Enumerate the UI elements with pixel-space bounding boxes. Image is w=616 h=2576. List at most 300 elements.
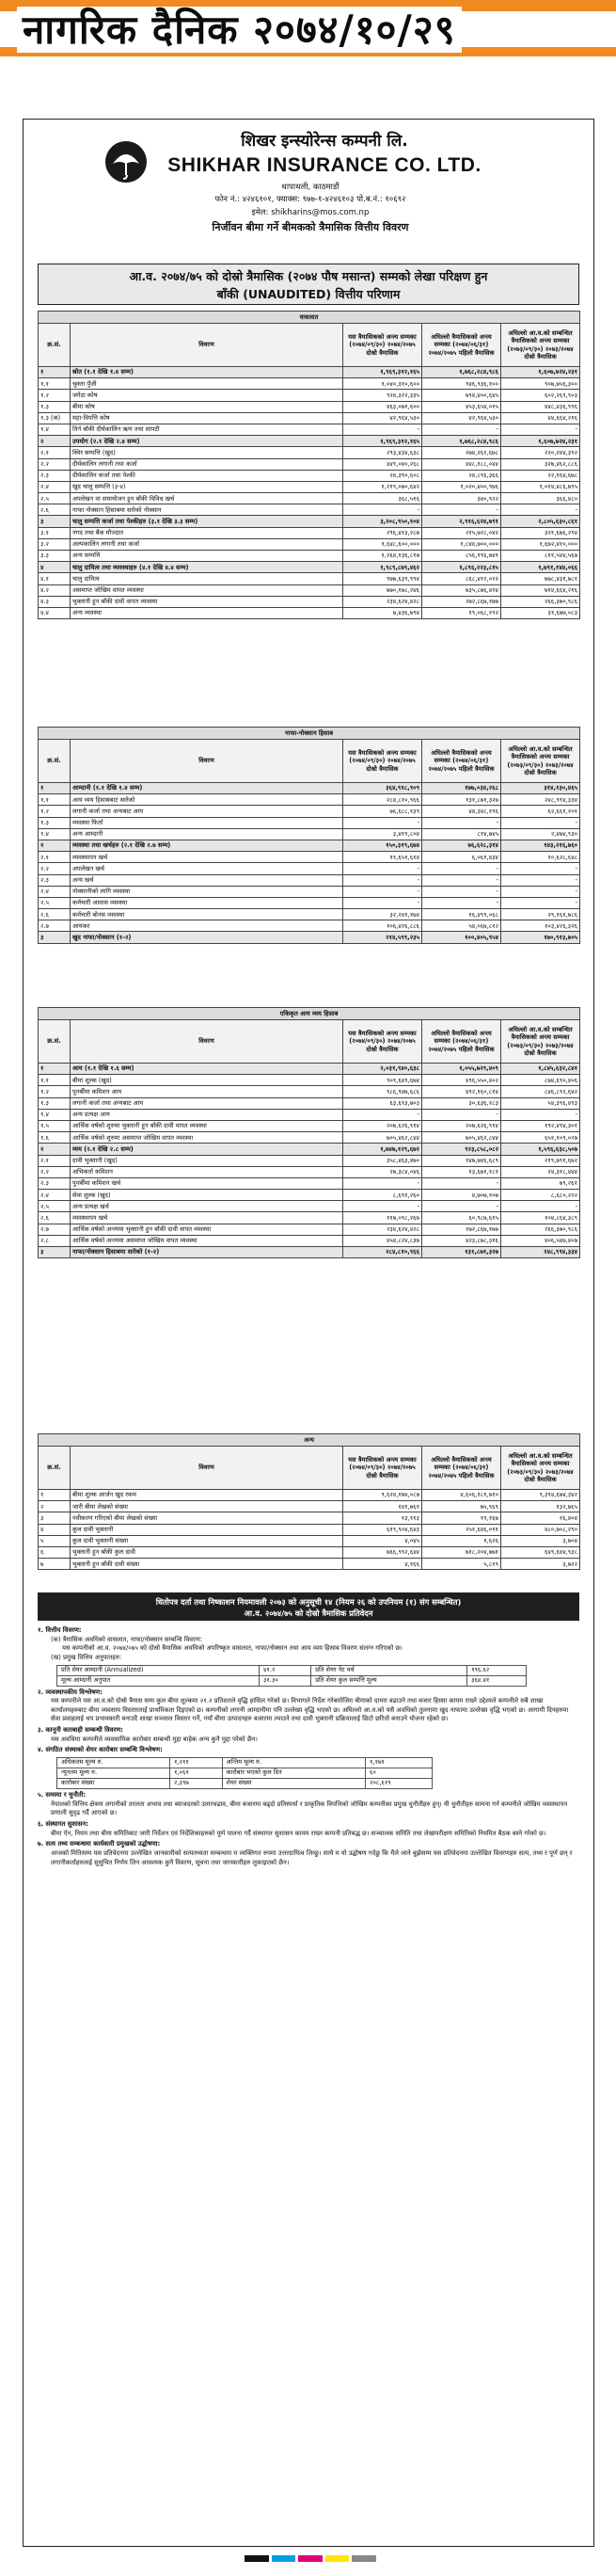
value-last-year: ७१४,६६४,२१६ [501, 584, 580, 596]
value-previous: - [422, 424, 501, 435]
row-description: स्रोत (१.१ देखि १.४ सम्म) [71, 367, 343, 378]
row-description: आर्थिक वर्षको अन्त्यमा भुक्तानी हुन बाँकी दावी वापत व्यवस्था [71, 1224, 343, 1235]
value-previous: २,९१६,६२४,७९१ [422, 516, 501, 527]
reg-mark-magenta [298, 2555, 323, 2562]
value-last-year: ४०६,५४७,४०७ [501, 1235, 580, 1246]
col-header-sn: क्र.सं. [39, 1020, 71, 1064]
print-registration-marks [245, 2555, 376, 2565]
row-number: २.४ [39, 886, 71, 897]
value-last-year: - [501, 886, 580, 897]
table-row [39, 412, 580, 424]
row-description: जगेडा कोष [71, 390, 343, 401]
value-previous: - [422, 886, 501, 897]
ratio-value: १९६.६२ [467, 1665, 527, 1675]
value-previous: - [422, 1177, 501, 1189]
ratio-label: प्रति शेयर कुल सम्पत्ति मूल्य [311, 1675, 467, 1686]
ratio-value: ४१.२ [259, 1665, 310, 1675]
col-header-current: यस त्रैमासिकको अन्त्य सम्मका (२०७४/०९/३०) २०७४/२०७५ दोस्रो त्रैमासिक [343, 1447, 422, 1490]
value-current: १,२६४,१३६,८१७ [343, 551, 422, 562]
value-previous: - [422, 817, 501, 828]
report-title-line-2: बाँकी (UNAUDITED) वित्तीय परिणाम [216, 286, 401, 301]
value-current: - [343, 424, 422, 435]
row-number: ४.४ [39, 607, 71, 618]
row-description: चालु दायित्व तथा व्यवस्थाहरु (४.१ देखि ४.४ सम्म) [71, 562, 343, 573]
row-number: २.२ [39, 1166, 71, 1177]
value-last-year: १,६०७,७२४,२३१ [501, 436, 580, 447]
table-row [39, 493, 580, 504]
value-current: ७०५,४६२,८४४ [343, 1132, 422, 1144]
value-current: ९८६,९४७,६८६ [343, 1086, 422, 1097]
table-row [39, 932, 580, 943]
note-governance-text: बीमा ऐन, नियम तथा बीमा समितिबाट जारी निर्देशन एवं निर्देशिकाहरुको पूर्ण पालना गर्दै संस्थागत सुशासन कायम राख्न कम्पनी प्रतिबद्ध छ। सञ्चालक समिति तथा लेखापरीक्षण समितिको नियमित बैठक बस्ने गरेको छ। [51, 1829, 546, 1837]
row-number: १.६ [39, 1132, 71, 1144]
value-previous: - [422, 504, 501, 516]
row-number: १ [39, 367, 71, 378]
section-title: एकिकृत आय व्यय हिसाब [39, 1008, 580, 1020]
value-previous: १,०२०,४००,९७६ [422, 481, 501, 492]
row-number: २ [39, 436, 71, 447]
table-row [39, 1086, 580, 1097]
table-row [39, 1535, 580, 1546]
row-description: भुक्तानी हुन बाँकी कुल दावी [71, 1546, 343, 1558]
row-number: ४.३ [39, 596, 71, 607]
value-previous: ४४८,१८८,०४४ [422, 458, 501, 470]
row-number: १.१ [39, 378, 71, 390]
table-row [39, 1097, 580, 1109]
row-number: १.१ [39, 1075, 71, 1086]
col-header-last-year: अघिल्लो आ.व.को सम्बन्धित त्रैमासिकको अन्त्य सम्मका (२०७३/०९/३०) २०७३/२०७४ दोस्रो त्रैमासिक [501, 1020, 580, 1064]
table-row [39, 584, 580, 596]
value-current: १,७४७,१२९,६७२ [343, 1144, 422, 1155]
value-current: १,६४८,६००,००० [343, 538, 422, 550]
col-header-previous: अघिल्लो त्रैमासिकको अन्त्य सम्मका (२०७४/०६/३१) २०७४/२०७५ पहिलो त्रैमासिक [422, 740, 501, 783]
value-last-year: - [501, 1109, 580, 1120]
value-last-year: ८४६,८९२,६४२ [501, 1086, 580, 1097]
value-current: ७,४३६,७९४ [343, 607, 422, 618]
value-last-year: ३२१,६७६,२९४ [501, 527, 580, 538]
value-last-year: ८७४,६९०,४०६ [501, 1075, 580, 1086]
note-legal-text: यस अवधिमा कम्पनीले व्यवसायिक कारोबार सम्बन्धी मुद्दा बाहेक अन्य कुनै मुद्दा परेको छैन। [51, 1735, 258, 1743]
section-title: नाफा-नोक्सान हिसाब [39, 728, 580, 740]
section-title: अन्य [39, 1434, 580, 1447]
row-description: तिर्न बाँकी दीर्घकालिन ऋण तथा सापटी [71, 424, 343, 435]
reg-mark-yellow [325, 2555, 350, 2562]
value-current: - [343, 504, 422, 516]
table-row [39, 1235, 580, 1246]
section-title: वासलात [39, 312, 580, 324]
value-current: - [343, 817, 422, 828]
table-row [39, 1224, 580, 1235]
value-current: ३,२०८,९५०,१०४ [343, 516, 422, 527]
row-number: २.८ [39, 1235, 71, 1246]
value-last-year: २४८,९९४,३३४ [501, 794, 580, 806]
value-previous: १३१,८७१,३२७ [422, 1247, 501, 1258]
value-previous: १००,४०५,९५४ [422, 932, 501, 943]
row-description: आम्दानी (१.१ देखि १.४ सम्म) [71, 783, 343, 794]
value-last-year: २४८,९९४,३३४ [501, 1247, 580, 1258]
value-current: ११७,०९८,२६७ [343, 1212, 422, 1224]
row-number: ४.२ [39, 584, 71, 596]
row-number: १ [39, 1490, 71, 1501]
row-number: २.२ [39, 458, 71, 470]
row-description: व्यवस्था फिर्ता [71, 817, 343, 828]
table-row [39, 840, 580, 851]
value-previous: १,७६८,२८४,९८६ [422, 436, 501, 447]
note-declaration-heading: ७. सत्य तथ्य सम्बन्धमा कार्यकारी प्रमुखको उद्घोषणा: [38, 1840, 161, 1848]
table-row [39, 447, 580, 458]
value-previous: ७९४,४००,६४५ [422, 390, 501, 401]
value-previous: १,८९६,२२३,८१५ [422, 562, 501, 573]
col-header-last-year: अघिल्लो आ.व.को सम्बन्धित त्रैमासिकको अन्त्य सम्मका (२०७३/०९/३०) २०७३/२०७४ दोस्रो त्रैमासिक [501, 1447, 580, 1490]
value-last-year: ७७८,४३१,७८१ [501, 573, 580, 584]
company-name-english: SHIKHAR INSURANCE CO. LTD. [167, 154, 482, 177]
value-last-year: ४८०,७०८,२९० [501, 1524, 580, 1535]
note-declaration-text: आजको मितिसम्म यस प्रतिवेदनमा उल्लेखित जानकारीको सत्यतथ्यता सम्बन्धमा म व्यक्तिगत रुपमा उत्तरदायित्व लिन्छु। साथै म यो उद्घोषण गर्दछु कि मैले जाने बुझेसम्म यस प्रतिवेदनमा उल्लेखित विवरणहरु सत्य, तथ्य र पूर्ण छन् र लगानीकर्ताहरुलाई सुसुचित निर्णय लिन आवश्यक कुनै विवरण, सूचना तथा जानकारीहरु लुकाइएको छैन। [51, 1848, 573, 1866]
value-last-year: ६४९,६४४,९३८ [501, 1546, 580, 1558]
row-description: खुद नाफा/नोक्सान (१-२) [71, 932, 343, 943]
note-legal-heading: ३. कानूनी कारबाही सम्बन्धी विवरण: [38, 1726, 123, 1735]
row-number: १.४ [39, 1109, 71, 1120]
table-row [39, 920, 580, 932]
table-row [39, 897, 580, 908]
report-subtitle: निर्जीवन बीमा गर्ने बीमकको त्रैमासिक वित्तीय विवरण [212, 221, 409, 234]
table-row [39, 783, 580, 794]
value-last-year: १३२,७६५ [501, 1501, 580, 1512]
reg-mark-black [245, 2555, 269, 2562]
balance-sheet-table [38, 311, 580, 619]
row-number: ५ [39, 1535, 71, 1546]
value-previous: ९२३,८५८,०८२ [422, 1144, 501, 1155]
row-description: अन्य खर्च [71, 874, 343, 886]
value-previous: ८५६,१९६,७४९ [422, 551, 501, 562]
value-current: १४१,७६१ [343, 1501, 422, 1512]
value-last-year: - [501, 504, 580, 516]
value-current: - [343, 1177, 422, 1189]
value-previous: ४९२,१६०,८१४ [422, 1086, 501, 1097]
table-row [39, 458, 580, 470]
note-financial-text: यस कम्पनीको आ.व. २०७४/०७५ को दोस्रो त्रैमासिक अवधिको अपरिष्कृत वासलात, नाफा/नोक्सान तथा आय व्यय हिसाब विवरण संलग्न गरिएको छ। [62, 1644, 403, 1653]
table-row [39, 527, 580, 538]
row-number: १.५ [39, 1120, 71, 1131]
note-financial-heading: १. वित्तीय विवरण: [38, 1626, 82, 1634]
table-row [39, 401, 580, 412]
value-current: ३५८,४६३,४७० [343, 1155, 422, 1166]
share-value: १,२११ [169, 1758, 222, 1768]
value-last-year: ३,७२२ [501, 1559, 580, 1570]
table-row [39, 1144, 580, 1155]
value-current: २१४,५९९,२३५ [343, 932, 422, 943]
table-row [39, 1512, 580, 1524]
row-description: कर्मचारी आवास व्यवस्था [71, 897, 343, 908]
col-header-previous: अघिल्लो त्रैमासिकको अन्त्य सम्मका (२०७४/०६/३१) २०७४/२०७५ पहिलो त्रैमासिक [422, 1447, 501, 1490]
value-current: ९७७,६३९,९९४ [343, 573, 422, 584]
row-description: अन्य व्यवस्था [71, 607, 343, 618]
value-previous: ३४०,९२२ [422, 493, 501, 504]
value-previous: ४२,९६४,५३० [422, 412, 501, 424]
row-number: २.७ [39, 1224, 71, 1235]
value-current: २८४,८१०,९६६ [343, 794, 422, 806]
row-description: असमाप्त जोखिम वापत व्यवस्था [71, 584, 343, 596]
row-description: आर्थिक वर्षको अन्त्यमा असमाप्त जोखिम वापत व्यवस्था [71, 1235, 343, 1246]
masthead-title: नागरिक दैनिक २०७४/१०/२९ [17, 6, 462, 56]
table-row [39, 794, 580, 806]
value-last-year: १,८४५,६३२,८४१ [501, 1064, 580, 1075]
value-current: - [343, 1109, 422, 1120]
value-previous: ४४,३४८,१९६ [422, 806, 501, 817]
row-number: ६ [39, 1546, 71, 1558]
value-last-year: १७०,९१३,७०५ [501, 932, 580, 943]
value-current: ७६६,९९२,६४४ [343, 1546, 422, 1558]
row-number: ३ [39, 516, 71, 527]
value-previous: २७४,२६२,६७८ [422, 447, 501, 458]
col-header-previous: अघिल्लो त्रैमासिकको अन्त्य सम्मका (२०७४/०६/३१) २०७४/२०७५ पहिलो त्रैमासिक [422, 324, 501, 367]
row-number: १ [39, 1064, 71, 1075]
row-description: सेवा शुल्क (खुद) [71, 1190, 343, 1201]
value-current: १,९६९,३१२,१६५ [343, 436, 422, 447]
value-previous: ८१४,७४५ [422, 828, 501, 840]
row-description: आर्थिक वर्षको शुरुमा असमाप्त जोखिम वापत व्यवस्था [71, 1132, 343, 1144]
other-details-table [38, 1433, 580, 1570]
value-last-year: - [501, 1201, 580, 1212]
report-title-line-1: आ.व. २०७४/७५ को दोस्रो त्रैमासिक (२०७४ पौष मसान्त) सम्मको लेखा परिक्षण हुन [129, 269, 488, 283]
table-row [39, 367, 580, 378]
value-previous: ४५३,६५४,०१५ [422, 401, 501, 412]
row-number: २ [39, 840, 71, 851]
row-description: आयकर [71, 920, 343, 932]
value-last-year: ९,३९४,६७४,३४२ [501, 1490, 580, 1501]
row-description: कुल दावी भुक्तानी [71, 1524, 343, 1535]
ratio-row [57, 1675, 527, 1686]
value-previous: १,६२६ [422, 1535, 501, 1546]
table-row [39, 1247, 580, 1258]
company-email: इमेल: shikharins@mos.com.np [251, 207, 370, 217]
share-label: अधिकतम मूल्य रु. [57, 1758, 170, 1768]
table-row [39, 1212, 580, 1224]
value-last-year: १९२,४९४,३०१ [501, 1120, 580, 1131]
col-header-sn: क्र.सं. [39, 1447, 71, 1490]
row-description: चुक्ता पुँजी [71, 378, 343, 390]
row-number: १.३ [39, 817, 71, 828]
share-value: २०८,६१९ [366, 1779, 433, 1789]
row-description: लगानी कर्जा तथा अन्यबाट आय [71, 806, 343, 817]
value-previous: ५४,०६७,८१२ [422, 920, 501, 932]
row-description: अन्य प्रत्यक्ष खर्च [71, 1201, 343, 1212]
row-description: लगानी कर्जा तथा अन्यबाट आय [71, 1097, 343, 1109]
value-last-year: - [501, 863, 580, 874]
row-description: कुल दावी भुक्तानी संख्या [71, 1535, 343, 1546]
profit-loss-table [38, 727, 580, 944]
value-previous: १४७,७४६,६८९ [422, 1155, 501, 1166]
value-last-year: २६६,३७०,९८६ [501, 596, 580, 607]
table-row [39, 1064, 580, 1075]
table-row [39, 817, 580, 828]
ratio-value: ३६४.४१ [467, 1675, 527, 1686]
value-last-year: ३,७०४ [501, 1535, 580, 1546]
company-name-nepali: शिखर इन्स्योरेन्स कम्पनी लि. [241, 132, 408, 151]
value-last-year: ३६६,४८० [501, 493, 580, 504]
share-label: कारोबार भएको कुल दिन [222, 1768, 366, 1779]
value-last-year: १०४,८६४,३८९ [501, 1212, 580, 1224]
value-current: ९,६२४,१७४,०८७ [343, 1490, 422, 1501]
table-row [39, 1075, 580, 1086]
regulation-line-1: धितोपत्र दर्ता तथा निष्काशन नियमावली २०७३ को अनुसूची १४ (नियम २६ को उपनियम (१) संग सम्बन्धित) [155, 1597, 462, 1607]
value-previous: ५,८१९ [422, 1559, 501, 1570]
value-previous: १३१,८७१,३२७ [422, 794, 501, 806]
value-previous: २०७,६२६,९१४ [422, 1120, 501, 1131]
row-description: चालु दायित्व [71, 573, 343, 584]
value-current: १३,११३ [343, 1512, 422, 1524]
value-last-year: १,७९१,१४४,०६६ [501, 562, 580, 573]
ratio-label: मूल्य आम्दानी अनुपात [57, 1675, 260, 1686]
value-previous: - [422, 1201, 501, 1212]
value-current: - [343, 1201, 422, 1212]
note-management-heading: २. व्यवस्थापकीय विश्लेषण: [38, 1688, 103, 1696]
share-row [57, 1768, 433, 1779]
value-last-year: - [501, 897, 580, 908]
share-value: १,१७१ [366, 1758, 433, 1768]
note-share-heading: ४. संगठित संस्थाको शेयर कारोबार सम्बन्धि विश्लेषण: [38, 1746, 163, 1754]
value-current: ४५४,८२४,८३७ [343, 1235, 422, 1246]
value-previous: ९४६,९३६,१०० [422, 378, 501, 390]
regulation-line-2: आ.व. २०७४/७५ को दोस्रो त्रैमासिक प्रतिवेदन [244, 1608, 373, 1619]
value-last-year: - [501, 424, 580, 435]
row-number: १.२ [39, 806, 71, 817]
row-description: भुक्तानी हुन बाँकी दावी संख्या [71, 1559, 343, 1570]
value-current: १,२१९,०७०,६४२ [343, 481, 422, 492]
value-last-year: १०,६२८,६४८ [501, 852, 580, 863]
ratio-table [56, 1665, 527, 1687]
table-row [39, 378, 580, 390]
row-description: खुद चालु सम्पत्ति (३-४) [71, 481, 343, 492]
value-current: २०७,६२६,९१४ [343, 1120, 422, 1131]
row-description: भुक्तानी हुन बाँकी दावी वापत व्यवस्था [71, 596, 343, 607]
value-current: १,०४०,३१०,६०० [343, 378, 422, 390]
value-previous: ६०,९८७,६१५ [422, 1212, 501, 1224]
share-row [57, 1758, 433, 1768]
row-number: १.४ [39, 828, 71, 840]
table-row [39, 852, 580, 863]
report-title-band [38, 264, 579, 305]
value-last-year: १६,४०४ [501, 1512, 580, 1524]
value-current: ८,६९१,२६० [343, 1190, 422, 1201]
value-current: २,०३१,९४०,६३८ [343, 1064, 422, 1075]
note-management-text: यस कम्पनीले यस आ.व.को दोस्रो त्रैमास सम्म कुल बीमा शुल्कमा २१.२ प्रतिशतले वृद्धि हासिल गरेको छ। विभागले निर्देश गरेबमोजिम बीमाको दायरा बढाउने तथा बजार हिस्सा कायम राख्ने उद्देश्यले कम्पनीले सबै शाखा कार्यालयहरुबाट बीमा व्यवसाय विस्तारलाई प्राथमिकता दिइएको छ। कम्पनीको लगानी आम्दानीमा पनि उल्लेख्य वृद्धि भएको छ। अघिल्लो आ.व.को यसै अवधिको तुलनामा खुद नाफामा उल्लेख्य वृद्धि भएको छ। आगामी दिनहरुमा सेवा प्रवाहलाई थप प्रभावकारी बनाउदै शाखा सञ्जाल विस्तार गर्ने, नयाँ बीमा उत्पादनहरु बजारमा ल्याउने तथा दावी भुक्तानी प्रक्रियालाई छिटो छरितो बनाउने योजना रहेको छ। [51, 1697, 569, 1723]
value-current: ४,१६६ [343, 1559, 422, 1570]
table-row [39, 1524, 580, 1535]
quarterly-report-notes [38, 1624, 579, 1867]
row-description: अन्य सम्पत्ति [71, 551, 343, 562]
row-number: १.३ [39, 401, 71, 412]
row-description: पुनर्बीमा कमिशन खर्च [71, 1177, 343, 1189]
value-previous: ४२३,८७८,३१६ [422, 1235, 501, 1246]
row-number: २.५ [39, 897, 71, 908]
row-number: २ [39, 1501, 71, 1512]
col-header-last-year: अघिल्लो आ.व.को सम्बन्धित त्रैमासिकको अन्त्य सम्मका (२०७३/०९/३०) २०७३/२०७४ दोस्रो त्रैमासिक [501, 740, 580, 783]
value-last-year: ९०७,७५६,३०० [501, 378, 580, 390]
value-previous: ७०५,४६२,८४४ [422, 1132, 501, 1144]
value-last-year: ६५१,१०९,०२७ [501, 1132, 580, 1144]
table-row [39, 1109, 580, 1120]
value-last-year: ३२७,४६२,८८६ [501, 458, 580, 470]
table-row [39, 886, 580, 897]
value-previous: ३०,६३६,१८३ [422, 1097, 501, 1109]
share-label: कारोबार संख्या [57, 1779, 170, 1789]
share-trade-table [56, 1757, 433, 1789]
row-number: २ [39, 1144, 71, 1155]
row-description: पुनर्बीमा कमिशन आय [71, 1086, 343, 1097]
table-row [39, 504, 580, 516]
table-row [39, 828, 580, 840]
value-current: ३६४,९१८,९०९ [343, 783, 422, 794]
company-contact: फोन नं.: ४२४६१०१, फ्याक्स: ९७७-१-४२४६१०३ पो.ब.नं.: १०६९२ [214, 195, 406, 205]
table-row [39, 1120, 580, 1131]
value-previous: - [422, 874, 501, 886]
col-header-previous: अघिल्लो त्रैमासिकको अन्त्य सम्मका (२०७४/०६/३१) २०७४/२०७५ पहिलो त्रैमासिक [422, 1020, 501, 1064]
value-last-year: - [501, 874, 580, 886]
value-last-year: ३१४,१३०,४६५ [501, 783, 580, 794]
col-header-desc: विवरण [71, 1020, 343, 1064]
value-previous: २५१,६४६,०९१ [422, 1524, 501, 1535]
row-number: २.१ [39, 447, 71, 458]
table-row [39, 436, 580, 447]
value-previous: २१५,७२८,०४२ [422, 527, 501, 538]
row-number: ४ [39, 562, 71, 573]
value-last-year: ८,६८०,२२२ [501, 1190, 580, 1201]
value-previous: १६,४९९,०६८ [422, 909, 501, 920]
value-previous: २७२,८६७,१७७ [422, 1224, 501, 1235]
table-row [39, 1490, 580, 1501]
row-description: नगद तथा बैंक मौज्दात [71, 527, 343, 538]
row-description: आर्थिक वर्षको शुरुमा भुक्तानी हुन बाँकी दावी वापत व्यवस्था [71, 1120, 343, 1131]
value-last-year: २१९,७९१,६७२ [501, 1155, 580, 1166]
reg-mark-gray [352, 2555, 376, 2562]
reg-mark-cyan [272, 2555, 296, 2562]
value-last-year: - [501, 817, 580, 828]
row-description: आय (१.१ देखि १.६ सम्म) [71, 1064, 343, 1075]
row-number: १ [39, 783, 71, 794]
regulation-notice-band [38, 1592, 579, 1621]
ratio-label: प्रति शेयर आम्दानी (Annualized) [57, 1665, 260, 1675]
row-number: ३.१ [39, 527, 71, 538]
row-number: २.६ [39, 909, 71, 920]
table-row [39, 1559, 580, 1570]
note-governance-heading: ६. संस्थागत सुशासन: [38, 1819, 88, 1828]
value-previous: ७३५,८७६,४२४ [422, 584, 501, 596]
value-previous: ६,०६१,४३४ [422, 852, 501, 863]
share-row [57, 1779, 433, 1789]
col-header-desc: विवरण [71, 324, 343, 367]
value-previous: ४,६०६,१८१,७१० [422, 1490, 501, 1501]
row-description: व्यवस्थापन खर्च [71, 1212, 343, 1224]
col-header-last-year: अघिल्लो आ.व.को सम्बन्धित त्रैमासिकको अन्त्य सम्मका (२०७३/०९/३०) २०७३/२०७४ दोस्रो त्रैमासिक [501, 324, 580, 367]
value-current: १५०,३१९,६७४ [343, 840, 422, 851]
table-row [39, 562, 580, 573]
table-row [39, 470, 580, 481]
row-description: उपयोग (२.१ देखि २.४ सम्म) [71, 436, 343, 447]
table-row [39, 1190, 580, 1201]
table-row [39, 573, 580, 584]
value-previous: १,०५५,७२९,४०९ [422, 1064, 501, 1075]
row-number: २.३ [39, 1177, 71, 1189]
row-description: नाफा नोक्सान हिसाबमा सारेको नोक्सान [71, 504, 343, 516]
table-row [39, 1166, 580, 1177]
row-number: ३.३ [39, 551, 71, 562]
value-current: ११,६५१,६१४ [343, 852, 422, 863]
row-description: नोक्सानीको लागि व्यवस्था [71, 886, 343, 897]
row-description: व्यवस्था तथा खर्चहरु (२.१ देखि २.७ सम्म) [71, 840, 343, 851]
value-current: १०६,४२६,८८६ [343, 920, 422, 932]
row-number: २.५ [39, 493, 71, 504]
